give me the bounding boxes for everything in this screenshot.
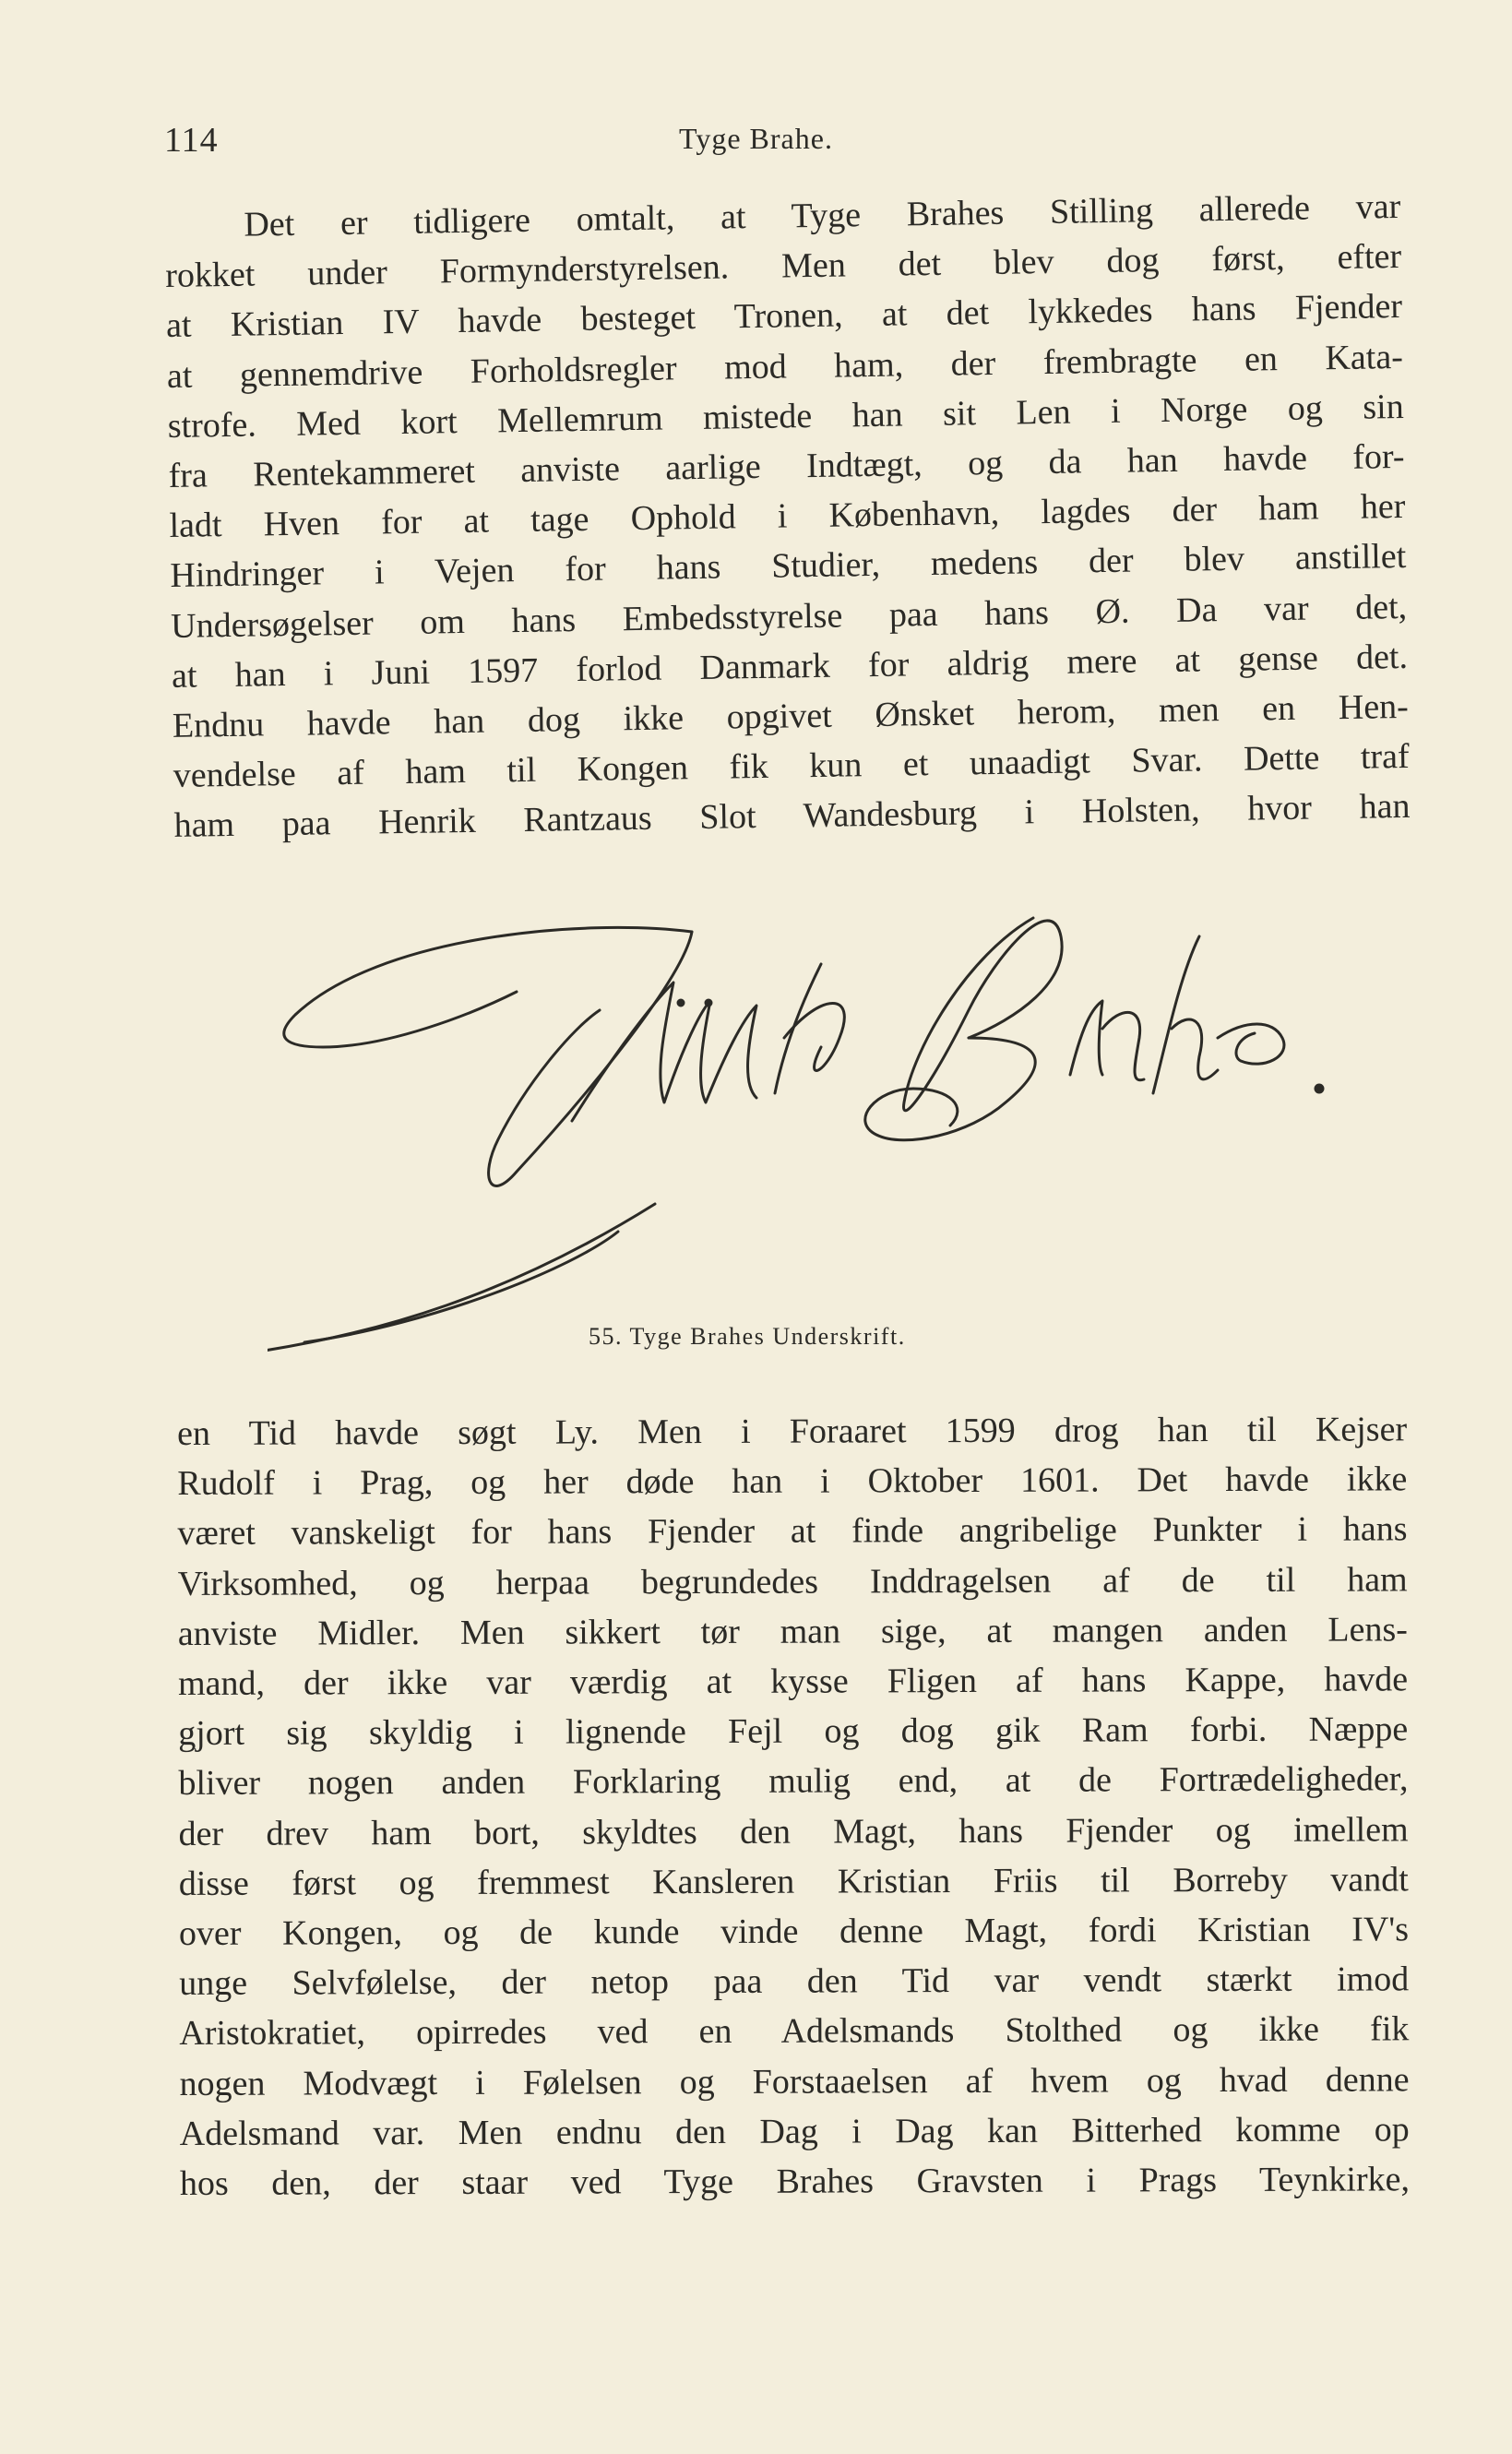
text-line: Virksomhed, og herpaa begrundedes Inddragelsen af de til ham (177, 1559, 1408, 1603)
text-line: Aristokratiet, opirredes ved en Adelsmands Stolthed og ikke fik (179, 2009, 1410, 2054)
text-line: mand, der ikke var værdig at kysse Fligen af hans Kappe, havde (177, 1660, 1409, 1704)
text-line: gjort sig skyldig i lignende Fejl og dog gik Ram forbi. Næppe (178, 1709, 1409, 1754)
text-line: Rudolf i Prag, og her døde han i Oktober 1601. Det havde ikke (177, 1459, 1408, 1504)
text-line: fra Rentekammeret anviste aarlige Indtægt, og da han havde for- (168, 436, 1405, 495)
text-line: en Tid havde søgt Ly. Men i Foraaret 1599 drog han til Kejser (177, 1410, 1408, 1453)
text-line: disse først og fremmest Kansleren Kristian Friis til Borreby vandt (178, 1860, 1409, 1903)
signature-figure (268, 899, 1356, 1361)
text-line: Endnu havde han dog ikke opgivet Ønsket herom, men en Hen- (172, 686, 1410, 745)
text-line: hos den, der staar ved Tyge Brahes Gravsten i Prags Teynkirke, (179, 2160, 1410, 2204)
text-line: der drev ham bort, skyldtes den Magt, hans Fjender og imellem (178, 1809, 1409, 1853)
page-number: 114 (164, 121, 219, 160)
text-line: været vanskeligt for hans Fjender at finde angribelige Punkter i hans (177, 1509, 1408, 1554)
text-line: anviste Midler. Men sikkert tør man sige, at mangen anden Lens- (177, 1610, 1408, 1653)
text-line: at han i Juni 1597 forlod Danmark for aldrig mere at gense det. (171, 637, 1409, 696)
text-line: bliver nogen anden Forklaring mulig end, at de Fortrædeligheder, (178, 1759, 1409, 1804)
running-title: Tyge Brahe. (679, 122, 833, 155)
text-line: Adelsmand var. Men endnu den Dag i Dag kan Bitterhed komme op (179, 2110, 1410, 2153)
text-line: Hindringer i Vejen for hans Studier, medens der blev anstillet (170, 537, 1407, 596)
text-line: vendelse af ham til Kongen fik kun et unaadigt Svar. Dette traf (173, 737, 1410, 796)
text-line: rokket under Formynderstyrelsen. Men det blev dog først, efter (164, 237, 1402, 296)
signature-image (268, 899, 1356, 1361)
paragraph-1 (164, 182, 1411, 852)
text-line: Undersøgelser om hans Embedsstyrelse paa hans Ø. Da var det, (170, 587, 1408, 646)
text-line: at gennemdrive Forholdsregler mod ham, der frembragte en Kata- (166, 337, 1404, 396)
text-line: at Kristian IV havde besteget Tronen, at det lykkedes hans Fjender (165, 287, 1403, 346)
text-line: ham paa Henrik Rantzaus Slot Wandesburg i Holsten, hvor han (173, 787, 1411, 846)
text-line: ladt Hven for at tage Ophold i København, lagdes der ham her (169, 487, 1406, 546)
paragraph-2 (177, 1404, 1410, 2209)
figure-caption: 55. Tyge Brahes Underskrift. (589, 1323, 906, 1350)
text-line: Det er tidligere omtalt, at Tyge Brahes Stilling allerede var (244, 186, 1401, 244)
text-line: over Kongen, og de kunde vinde denne Magt, fordi Kristian IV's (178, 1910, 1410, 1954)
text-line: nogen Modvægt i Følelsen og Forstaaelsen af hvem og hvad denne (179, 2059, 1410, 2103)
text-line: strofe. Med kort Mellemrum mistede han sit Len i Norge og sin (167, 387, 1404, 446)
text-line: unge Selvfølelse, der netop paa den Tid var vendt stærkt imod (179, 1960, 1410, 2004)
